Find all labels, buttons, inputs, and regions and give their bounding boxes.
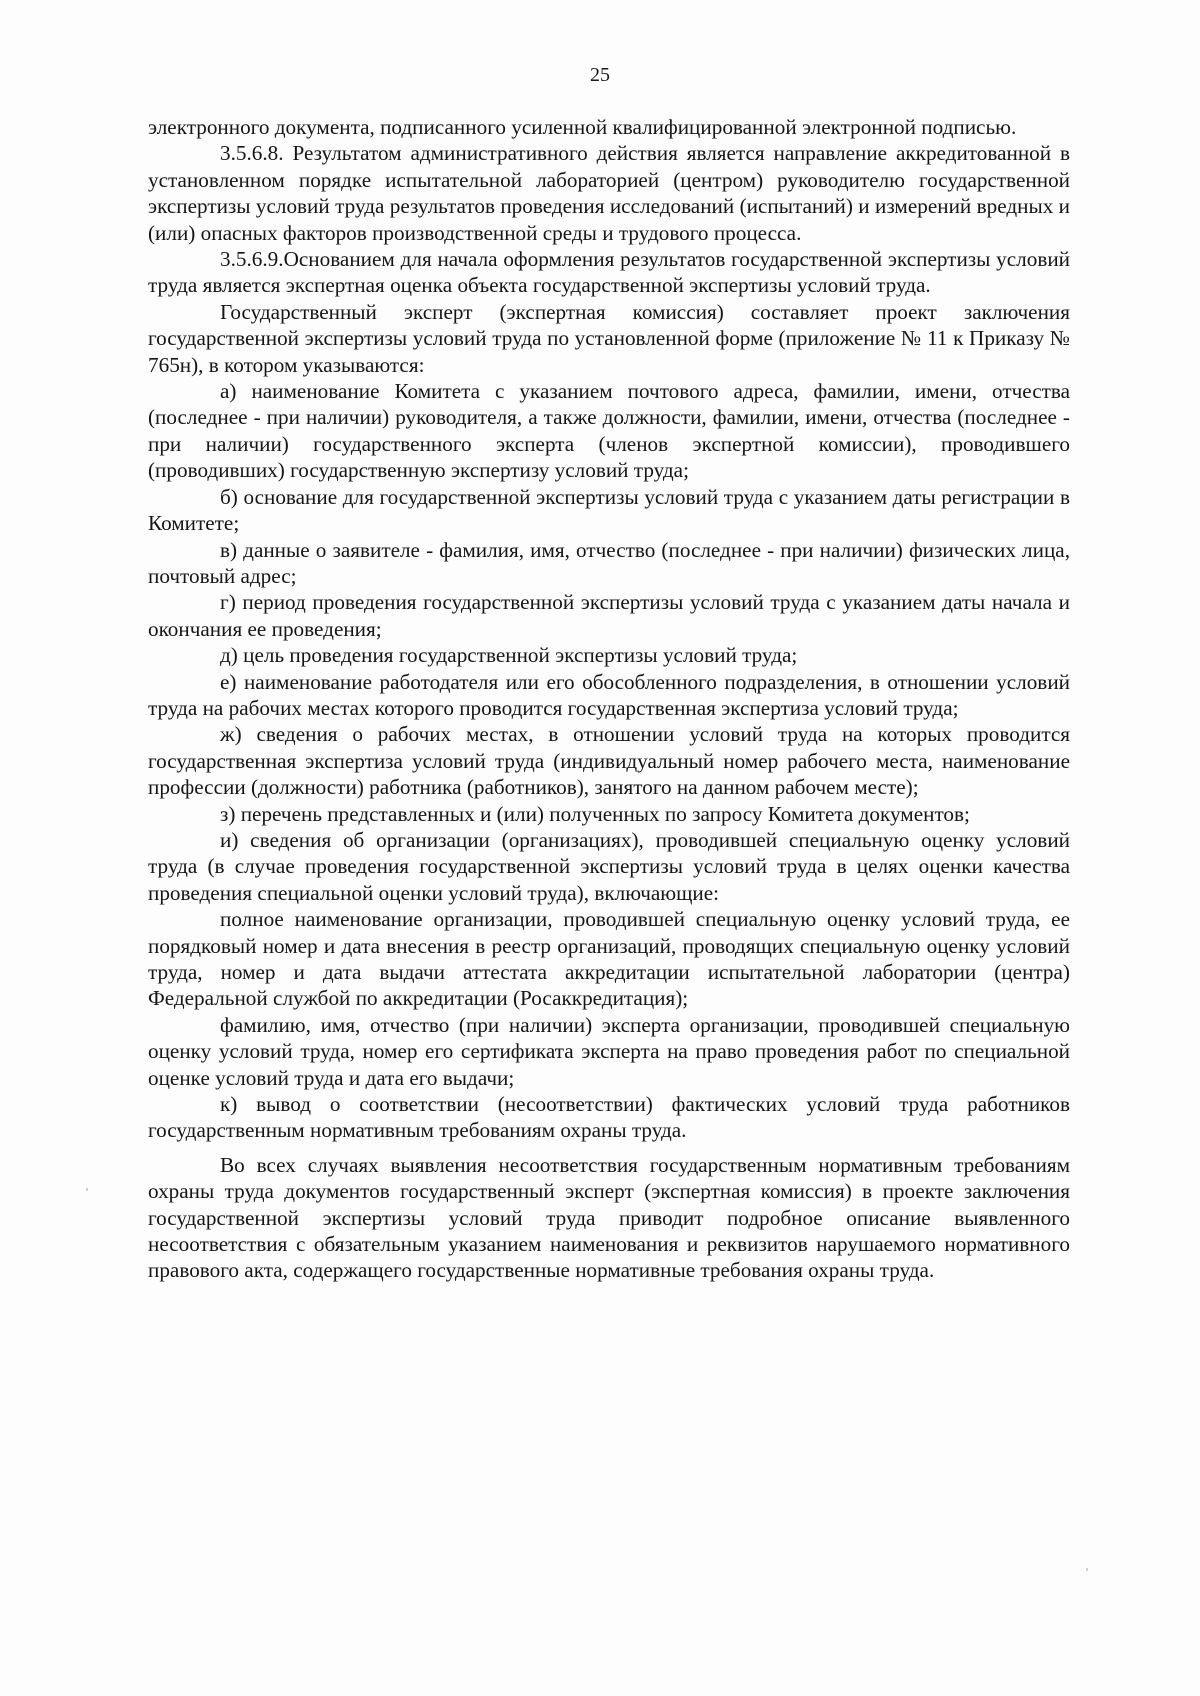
list-item-k: к) вывод о соответствии (несоответствии) фактических условий труда работников государственным нормативным требованиям охраны труда. (148, 1092, 1070, 1143)
paragraph-3-5-6-9: 3.5.6.9.Основанием для начала оформления результатов государственной экспертизы условий труда является экспертная оценка объекта государственной экспертизы условий труда. (148, 247, 1070, 298)
scan-artifact-mark (1086, 1568, 1088, 1571)
list-item-d: д) цель проведения государственной экспертизы условий труда; (220, 643, 798, 668)
list-item-g: г) период проведения государственной экспертизы условий труда с указанием даты начала и окончания ее проведения; (148, 590, 1070, 641)
list-item-a: а) наименование Комитета с указанием почтового адреса, фамилии, имени, отчества (последнее - при наличии) руководителя, а также должности, фамилии, имени, отчества (последнее - при наличии) государственного эксперта (членов экспертной комиссии), проводившего (проводивших) государственную экспертизу условий труда; (148, 379, 1070, 483)
list-item-z: з) перечень представленных и (или) полученных по запросу Комитета документов; (220, 801, 970, 826)
page-number: 25 (590, 64, 610, 86)
document-body (148, 114, 1070, 1284)
list-item-i: и) сведения об организации (организациях), проводившей специальную оценку условий труда (в случае проведения государственной экспертизы условий труда в целях оценки качества проведения специальной оценки условий труда), включающие: (148, 827, 1070, 905)
list-item-v: в) данные о заявителе - фамилия, имя, отчество (последнее - при наличии) физических лица, почтовый адрес; (148, 537, 1070, 588)
list-item-zh: ж) сведения о рабочих местах, в отношении условий труда на которых проводится государственная экспертиза условий труда (индивидуальный номер рабочего места, наименование профессии (должности) работника (работников), занятого на данном рабочем месте); (148, 722, 1070, 800)
scan-artifact-mark (86, 1188, 88, 1191)
list-item-e: е) наименование работодателя или его обособленного подразделения, в отношении условий труда на рабочих местах которого проводится государственная экспертиза условий труда; (148, 669, 1070, 720)
paragraph-expert-draft: Государственный эксперт (экспертная комиссия) составляет проект заключения государственной экспертизы условий труда по установленной форме (приложение № 11 к Приказу № 765н), в котором указываются: (148, 299, 1070, 377)
sub-item-expert-name: фамилию, имя, отчество (при наличии) эксперта организации, проводившей специальную оценку условий труда, номер его сертификата эксперта на право проведения работ по специальной оценке условий труда и дата его выдачи; (148, 1012, 1070, 1090)
list-item-b: б) основание для государственной экспертизы условий труда с указанием даты регистрации в Комитете; (148, 484, 1070, 536)
paragraph-continuation: электронного документа, подписанного усиленной квалифицированной электронной подписью. (148, 115, 1017, 139)
sub-item-organization-name: полное наименование организации, проводившей специальную оценку условий труда, ее порядковый номер и дата внесения в реестр организаций, проводящих специальную оценку условий труда, номер и дата выдачи аттестата аккредитации испытательной лаборатории (центра) Федеральной службой по аккредитации (Росаккредитация); (148, 907, 1070, 1011)
paragraph-nonconformity: Во всех случаях выявления несоответствия государственным нормативным требованиям охраны труда документов государственный эксперт (экспертная комиссия) в проекте заключения государственной экспертизы условий труда приводит подробное описание выявленного несоответствия с обязательным указанием наименования и реквизитов нарушаемого нормативного правового акта, содержащего государственные нормативные требования охраны труда. (148, 1152, 1070, 1283)
paragraph-3-5-6-8: 3.5.6.8. Результатом административного действия является направление аккредитованной в установленном порядке испытательной лабораторией (центром) руководителю государственной экспертизы условий труда результатов проведения исследований (испытаний) и измерений вредных и (или) опасных факторов производственной среды и трудового процесса. (148, 141, 1070, 245)
